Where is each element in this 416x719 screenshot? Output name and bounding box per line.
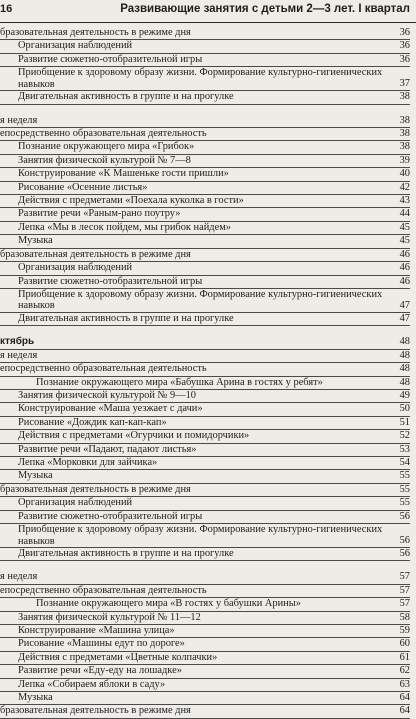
toc-entry-row [0,276,410,289]
toc-page-number: 45 [399,235,410,247]
toc-page-number: 57 [399,598,410,610]
toc-entry-row [0,497,410,510]
toc-entry-title: Действия с предметами «Поехала куколка в гости» [18,195,244,207]
toc-entry-row [0,403,410,416]
toc-entry-row [0,470,410,483]
toc-entry-title: Лепка «Собираем яблоки в саду» [18,678,166,690]
toc-page-number: 44 [399,208,410,220]
toc-page-number: 39 [399,154,410,166]
toc-page-number: 38 [399,128,410,140]
toc-entry-title: Конструирование «Машина улица» [18,625,175,637]
toc-page-number: 55 [399,470,410,482]
toc-entry-row [0,289,410,313]
toc-entry-title: я неделя [0,349,38,361]
toc-page-number: 48 [399,363,410,375]
toc-page-number: 55 [399,497,410,509]
toc-entry-row [0,390,410,403]
toc-entry-title: Лепка «Морковки для зайчика» [18,456,158,468]
toc-page-number: 46 [399,275,410,287]
toc-page-number: 62 [399,665,410,677]
toc-entry-title: Действия с предметами «Цветные колпачки» [18,651,218,663]
toc-page-number: 58 [399,611,410,623]
toc-entry-title: епосредственно образовательная деятельность [0,584,207,596]
toc-entry-title: Рисование «Осенние листья» [18,181,148,193]
page-header [0,0,416,23]
toc-entry-title: Познание окружающего мира «Грибок» [18,141,195,153]
toc-page-number: 52 [399,430,410,442]
toc-entry-title: ктябрь [0,336,35,348]
toc-page-number: 46 [399,262,410,274]
toc-page-number: 51 [399,416,410,428]
toc-entry-title: Организация наблюдений [18,497,133,509]
toc-page-number: 64 [399,692,410,704]
toc-entry-row [0,652,410,665]
toc-section-row [0,571,410,584]
table-of-contents [0,27,410,719]
toc-page-number: 64 [399,705,410,717]
toc-page-number: 63 [399,678,410,690]
toc-section-row [0,705,410,718]
toc-entry-row [0,54,410,67]
toc-page-number: 56 [399,534,410,546]
toc-entry-row [0,511,410,524]
toc-entry-row [0,313,410,326]
toc-entry-title: Развитие речи «Еду-еду на лошадке» [18,665,182,677]
toc-entry-row [0,40,410,53]
toc-entry-row [0,444,410,457]
toc-entry-title: епосредственно образовательная деятельность [0,128,207,140]
toc-entry-row [0,417,410,430]
toc-entry-title: бразовательная деятельность в режиме дня [0,248,191,260]
toc-entry-title: Двигательная активность в группе и на прогулке [18,548,234,559]
toc-page-number: 47 [399,299,410,311]
toc-entry-row [0,524,410,548]
toc-entry-row [0,208,410,221]
toc-page-number: 53 [399,443,410,455]
toc-page-number: 40 [399,168,410,180]
toc-entry-title: Развитие сюжетно-отобразительной игры [18,275,203,287]
toc-entry-row [0,377,410,390]
toc-entry-title: Развитие сюжетно-отобразительной игры [18,53,203,65]
toc-entry-row [0,141,410,154]
toc-entry-title: Музыка [18,470,53,482]
toc-page-number: 59 [399,625,410,637]
toc-page-number: 46 [399,248,410,260]
toc-entry-title: епосредственно образовательная деятельность [0,363,207,375]
toc-page-number: 47 [399,312,410,324]
toc-entry-title: Приобщение к здоровому образу жизни. Формирование культурно-гигиенических навыков [18,288,383,312]
toc-entry-row [0,457,410,470]
toc-entry-title: Рисование «Дождик кап-кап-кап» [18,416,167,428]
toc-page-number: 42 [399,181,410,193]
toc-page-number: 38 [399,91,410,103]
toc-entry-title: Лепка «Мы в лесок пойдем, мы грибок найдем» [18,221,231,233]
toc-entry-title: Музыка [18,692,53,704]
toc-entry-row [0,195,410,208]
toc-entry-title: я неделя [0,114,38,126]
toc-entry-row [0,612,410,625]
toc-entry-title: бразовательная деятельность в режиме дня [0,27,191,38]
toc-month-heading [0,336,410,349]
toc-entry-row [0,262,410,275]
toc-page-number: 48 [399,376,410,388]
toc-page-number: 50 [399,403,410,415]
toc-page-number: 36 [399,40,410,52]
toc-entry-title: Организация наблюдений [18,262,133,274]
toc-page-number: 48 [399,349,410,361]
toc-entry-title: Развитие речи «Раным-рано поутру» [18,208,181,220]
toc-page-number: 61 [399,651,410,663]
toc-page-number: 56 [399,548,410,559]
toc-section-row [0,350,410,363]
toc-entry-title: Действия с предметами «Огурчики и помидорчики» [18,430,250,442]
toc-entry-title: Конструирование «Маша уезжает с дачи» [18,403,203,415]
toc-section-row [0,363,410,376]
toc-entry-title: Двигательная активность в группе и на прогулке [18,91,234,103]
toc-entry-title: Развитие речи «Падают, падают листья» [18,443,197,455]
running-title: Развивающие занятия с детьми 2—3 лет. I квартал [120,3,410,15]
toc-page-number: 48 [399,336,410,348]
toc-page-number: 57 [399,571,410,583]
toc-entry-row [0,625,410,638]
toc-entry-title: Занятия физической культурой № 9—10 [18,389,196,401]
toc-entry-row [0,235,410,248]
toc-entry-row [0,91,410,104]
toc-entry-row [0,155,410,168]
toc-entry-title: Занятия физической культурой № 11—12 [18,611,201,623]
toc-entry-title: Музыка [18,235,53,247]
toc-entry-title: Познание окружающего мира «В гостях у бабушки Арины» [36,598,301,610]
toc-entry-row [0,168,410,181]
toc-page-number: 36 [399,53,410,65]
toc-entry-row [0,430,410,443]
toc-entry-row [0,548,410,561]
toc-entry-title: Рисование «Машины едут по дороге» [18,638,185,650]
toc-entry-row [0,692,410,705]
toc-entry-row [0,67,410,91]
toc-entry-row [0,665,410,678]
toc-page-number: 55 [399,483,410,495]
toc-entry-title: бразовательная деятельность в режиме дня [0,705,191,717]
toc-page-number: 60 [399,638,410,650]
toc-section-row [0,27,410,40]
toc-page-number: 38 [399,114,410,126]
toc-entry-row [0,182,410,195]
toc-entry-title: Двигательная активность в группе и на прогулке [18,312,234,324]
toc-page-number: 37 [399,77,410,89]
toc-section-row [0,115,410,128]
toc-section-row [0,128,410,141]
toc-page-number: 43 [399,195,410,207]
toc-entry-title: Занятия физической культурой № 7—8 [18,154,191,166]
toc-entry-title: Развитие сюжетно-отобразительной игры [18,510,203,522]
toc-entry-title: Познание окружающего мира «Бабушка Арина в гостях у ребят» [36,376,323,388]
toc-section-row [0,249,410,262]
toc-entry-title: Приобщение к здоровому образу жизни. Формирование культурно-гигиенических навыков [18,67,383,90]
toc-entry-row [0,598,410,611]
toc-page-number: 57 [399,584,410,596]
toc-entry-title: бразовательная деятельность в режиме дня [0,483,191,495]
page-number: 16 [0,3,13,15]
toc-section-row [0,484,410,497]
toc-page-number: 45 [399,221,410,233]
toc-entry-row [0,679,410,692]
toc-entry-title: Конструирование «К Машеньке гости пришли» [18,168,229,180]
toc-section-row [0,585,410,598]
toc-page-number: 49 [399,389,410,401]
toc-page-number: 54 [399,456,410,468]
toc-entry-title: Приобщение к здоровому образу жизни. Формирование культурно-гигиенических навыков [18,524,383,547]
toc-page-number: 38 [399,141,410,153]
toc-page-number: 36 [399,27,410,38]
toc-entry-row [0,638,410,651]
toc-entry-title: я неделя [0,571,38,583]
toc-entry-title: Организация наблюдений [18,40,133,52]
toc-entry-row [0,222,410,235]
toc-page-number: 56 [399,510,410,522]
